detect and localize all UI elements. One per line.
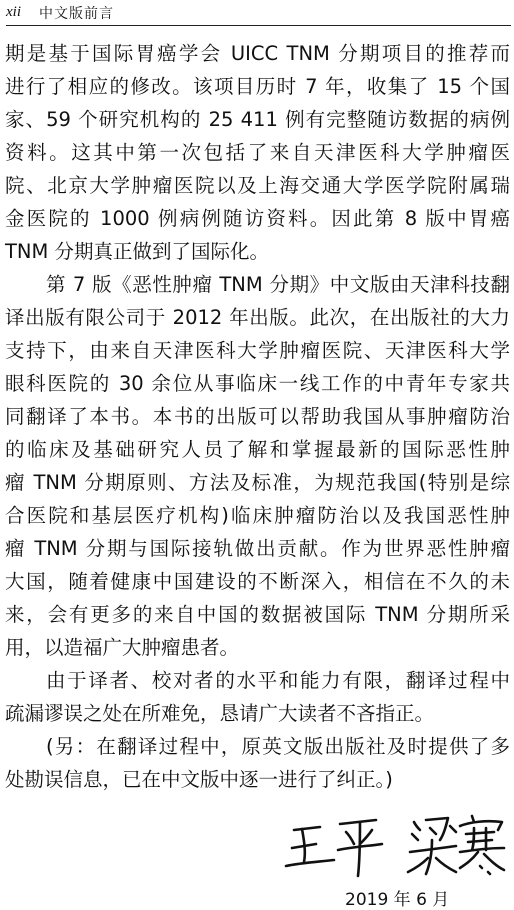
running-header-title: 中文版前言 [39,5,114,22]
text-line-content: 疏漏谬误之处在所难免，恳请广大读者不吝指正。 [5,702,435,725]
text-line-content: 来，会有更多的来自中国的数据被国际 TNM 分期所采 [5,603,510,626]
text-line [5,37,510,70]
text-line [5,169,510,202]
text-line-content: 同翻译了本书。本书的出版可以帮助我国从事肿瘤防治 [5,405,510,428]
text-line [5,235,510,268]
text-line [5,631,510,664]
text-line [5,697,510,730]
text-line-content: 期是基于国际胃癌学会 UICC TNM 分期项目的推荐而 [5,42,510,65]
text-line-content: 用，以造福广大肿瘤患者。 [5,636,240,659]
text-line-content: 瘤 TNM 分期原则、方法及标准，为规范我国(特别是综 [5,471,510,494]
signature-image [280,800,510,880]
text-line [5,367,510,400]
running-header [6,0,511,26]
text-line [5,598,510,631]
text-line [5,565,510,598]
text-line-content: 院、北京大学肿瘤医院以及上海交通大学医学院附属瑞 [5,174,510,197]
text-line-content: 处勘误信息，已在中文版中逐一进行了纠正。) [5,768,393,791]
text-line [5,763,510,796]
handwritten-signature [280,800,510,880]
text-line-content: 进行了相应的修改。该项目历时 7 年，收集了 15 个国 [5,75,510,98]
text-line-content: 第 7 版《恶性肿瘤 TNM 分期》中文版由天津科技翻 [46,273,510,296]
text-line [5,466,510,499]
text-line-content: 大国，随着健康中国建设的不断深入，相信在不久的未 [5,570,510,593]
text-line [5,730,510,763]
text-line [5,136,510,169]
text-line [5,268,510,301]
text-line [5,70,510,103]
text-line [5,400,510,433]
text-line-content: 瘤 TNM 分期与国际接轨做出贡献。作为世界恶性肿瘤 [5,537,510,560]
text-line [5,664,510,697]
text-line [5,532,510,565]
text-line-content: 资料。这其中第一次包括了来自天津医科大学肿瘤医 [5,141,510,164]
preface-body-text [5,37,510,796]
text-line-content: 金医院的 1000 例病例随访资料。因此第 8 版中胃癌 [5,207,510,230]
text-line-content: 家、59 个研究机构的 25 411 例有完整随访数据的病例 [5,108,510,131]
text-line-content: 的临床及基础研究人员了解和掌握最新的国际恶性肿 [5,438,510,461]
text-line [5,301,510,334]
signature-date: 2019 年 6 月 [345,890,450,910]
text-line-content: TNM 分期真正做到了国际化。 [5,240,270,263]
text-line-content: 支持下，由来自天津医科大学肿瘤医院、天津医科大学 [5,339,510,362]
text-line-content: 眼科医院的 30 余位从事临床一线工作的中青年专家共 [5,372,510,395]
text-line [5,433,510,466]
text-line-content: 译出版有限公司于 2012 年出版。此次，在出版社的大力 [5,306,510,329]
text-line-content: 由于译者、校对者的水平和能力有限，翻译过程中 [46,669,510,692]
text-line-content: (另：在翻译过程中，原英文版出版社及时提供了多 [46,735,510,758]
text-line [5,334,510,367]
text-line [5,499,510,532]
text-line [5,202,510,235]
page-number: xii [6,4,21,20]
text-line [5,103,510,136]
text-line-content: 合医院和基层医疗机构)临床肿瘤防治以及我国恶性肿 [5,504,510,527]
